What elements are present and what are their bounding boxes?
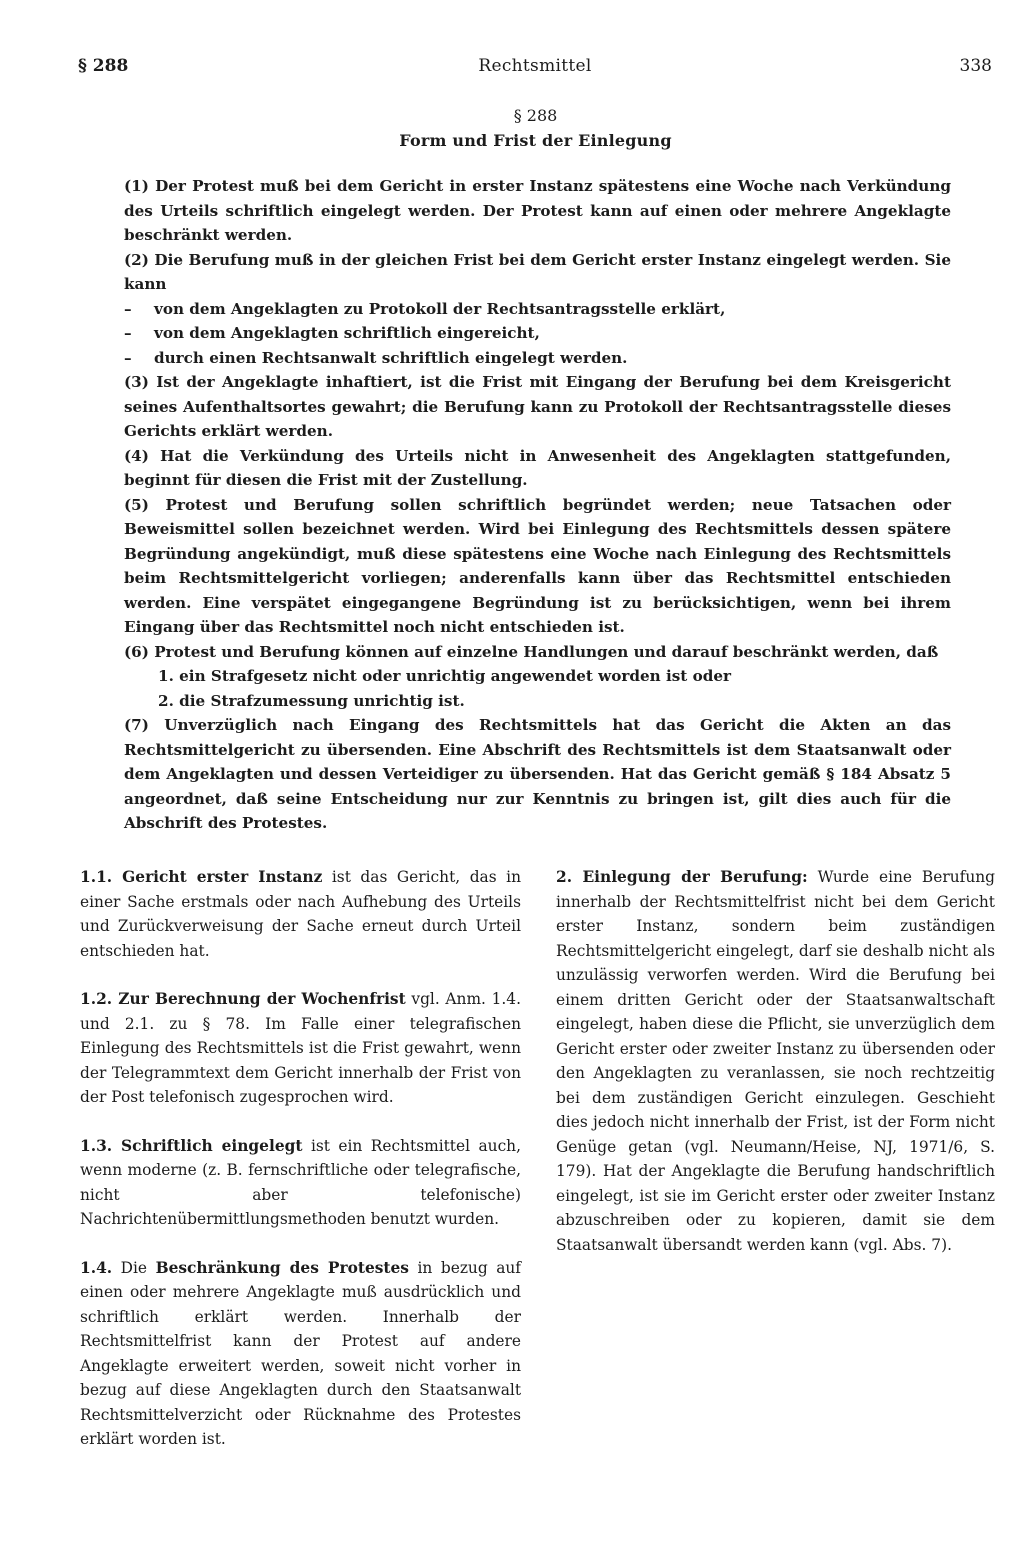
statute-list-item xyxy=(124,297,951,322)
note-text: Wurde eine Berufung innerhalb der Rechtsmittelfrist nicht bei dem Gericht erster Instanz, sondern beim zuständigen Rechtsmittelgericht eingelegt, darf sie deshalb nicht als unzulässig verworfen werden. Wird die Berufung bei einem dritten Gericht oder der Staatsanwaltschaft eingelegt, haben diese die Pflicht, sie unverzüglich dem Gericht erster oder zweiter Instanz zu übersenden oder den Angeklagten zu veranlassen, sie noch rechtzeitig bei dem zuständigen Gericht einzulegen. Geschieht dies jedoch nicht innerhalb der Frist, ist der Form nicht Genüge getan (vgl. Neumann/Heise, NJ, 1971/6, S. 179). Hat der Angeklagte die Berufung handschriftlich eingelegt, ist sie im Gericht erster oder zweiter Instanz abzuschreiben oder zu kopieren, damit sie dem Staatsanwalt übersandt werden kann (vgl. Abs. 7). xyxy=(556,868,995,1254)
note-1-3 xyxy=(80,1134,521,1232)
note-heading: 1.1. Gericht erster Instanz xyxy=(80,868,323,886)
note-heading: 2. Einlegung der Berufung: xyxy=(556,868,808,886)
commentary-right-column xyxy=(556,865,995,1281)
note-text: Die xyxy=(112,1258,156,1277)
statute-paragraph-4: (4) Hat die Verkündung des Urteils nicht in Anwesenheit des Angeklagten stattgefunden, beginnt für diesen die Frist mit der Zustellung. xyxy=(124,446,951,489)
header-running-title: Rechtsmittel xyxy=(478,56,592,76)
note-1-4 xyxy=(80,1256,521,1452)
section-title: Form und Frist der Einlegung xyxy=(399,131,672,150)
note-1-2 xyxy=(80,987,521,1110)
note-number: 1.4. xyxy=(80,1258,113,1277)
note-text: vgl. Anm. 1.4. und 2.1. zu § 78. Im Falle einer telegrafischen Einlegung des Rechtsmittels ist die Frist gewahrt, wenn der Telegrammtext dem Gericht innerhalb der Frist von der Post telefonisch zugesprochen wird. xyxy=(80,990,521,1106)
list-item-text: von dem Angeklagten schriftlich eingereicht, xyxy=(154,324,540,342)
statute-paragraph-3: (3) Ist der Angeklagte inhaftiert, ist die Frist mit Eingang der Berufung bei dem Kreisgericht seines Aufenthaltsortes gewahrt; die Berufung kann zu Protokoll der Rechtsantragsstelle dieses Gerichts erklärt werden. xyxy=(124,373,951,440)
statute-numbered-item: 1. ein Strafgesetz nicht oder unrichtig angewendet worden ist oder xyxy=(158,667,732,685)
commentary-left-column xyxy=(80,865,521,1476)
note-heading: 1.3. Schriftlich eingelegt xyxy=(80,1136,303,1155)
note-heading: 1.2. Zur Berechnung der Wochenfrist xyxy=(80,990,406,1008)
statute-paragraph-7: (7) Unverzüglich nach Eingang des Rechtsmittels hat das Gericht die Akten an das Rechtsmittelgericht zu übersenden. Eine Abschrift des Rechtsmittels ist dem Staatsanwalt oder dem Angeklagten und dessen Verteidiger zu übersenden. Hat das Gericht gemäß § 184 Absatz 5 angeordnet, daß seine Entscheidung nur zur Kenntnis zu bringen ist, gilt dies auch für die Abschrift des Protestes. xyxy=(124,716,951,832)
statute-paragraph-1: (1) Der Protest muß bei dem Gericht in erster Instanz spätestens eine Woche nach Verkündung des Urteils schriftlich eingelegt werden. Der Protest kann auf einen oder mehrere Angeklagte beschränkt werden. xyxy=(124,177,951,244)
statute-text xyxy=(124,174,951,836)
statute-numbered-item: 2. die Strafzumessung unrichtig ist. xyxy=(158,691,465,710)
list-item-text: durch einen Rechtsanwalt schriftlich eingelegt werden. xyxy=(154,348,628,367)
note-2 xyxy=(556,865,995,1257)
section-number: § 288 xyxy=(513,106,558,125)
statute-list-item xyxy=(124,346,951,371)
statute-list-item xyxy=(124,321,951,346)
note-heading: Beschränkung des Protestes xyxy=(155,1258,409,1277)
note-text: in bezug auf einen oder mehrere Angeklagte muß ausdrücklich und schriftlich erklärt werden. Innerhalb der Rechtsmittelfrist kann der Protest auf andere Angeklagte erweitert werden, soweit nicht vorher in bezug auf diese Angeklagten durch den Staatsanwalt Rechtsmittelverzicht oder Rücknahme des Protestes erklärt worden ist. xyxy=(80,1258,521,1448)
statute-paragraph-6: (6) Protest und Berufung können auf einzelne Handlungen und darauf beschränkt werden, daß xyxy=(124,642,939,661)
running-header xyxy=(78,56,992,80)
statute-paragraph-2: (2) Die Berufung muß in der gleichen Frist bei dem Gericht erster Instanz eingelegt werden. Sie kann xyxy=(124,250,951,293)
dash-bullet: – xyxy=(124,324,132,342)
list-item-text: von dem Angeklagten zu Protokoll der Rechtsantragsstelle erklärt, xyxy=(154,299,726,318)
page-number: 338 xyxy=(959,56,992,76)
note-text: ist ein Rechtsmittel auch, wenn moderne (z. B. fernschriftliche oder telegrafische, nicht aber telefonische) Nachrichtenübermittlungsmethoden benutzt wurden. xyxy=(80,1136,521,1228)
header-section-number: § 288 xyxy=(78,56,129,76)
note-1-1 xyxy=(80,865,521,963)
dash-bullet: – xyxy=(124,299,132,318)
statute-paragraph-5: (5) Protest und Berufung sollen schriftlich begründet werden; neue Tatsachen oder Beweismittel sollen bezeichnet werden. Wird bei Einlegung des Rechtsmittels dessen spätere Begründung angekündigt, muß diese spätestens eine Woche nach Einlegung des Rechtsmittels beim Rechtsmittelgericht vorliegen; anderenfalls kann über das Rechtsmittel entschieden werden. Eine verspätet eingegangene Begründung ist zu berücksichtigen, wenn bei ihrem Eingang über das Rechtsmittel noch nicht entschieden ist. xyxy=(124,495,951,636)
section-heading xyxy=(0,103,1024,153)
dash-bullet: – xyxy=(124,348,132,367)
note-text: ist das Gericht, das in einer Sache erstmals oder nach Aufhebung des Urteils und Zurückverweisung der Sache erneut durch Urteil entschieden hat. xyxy=(80,868,521,960)
